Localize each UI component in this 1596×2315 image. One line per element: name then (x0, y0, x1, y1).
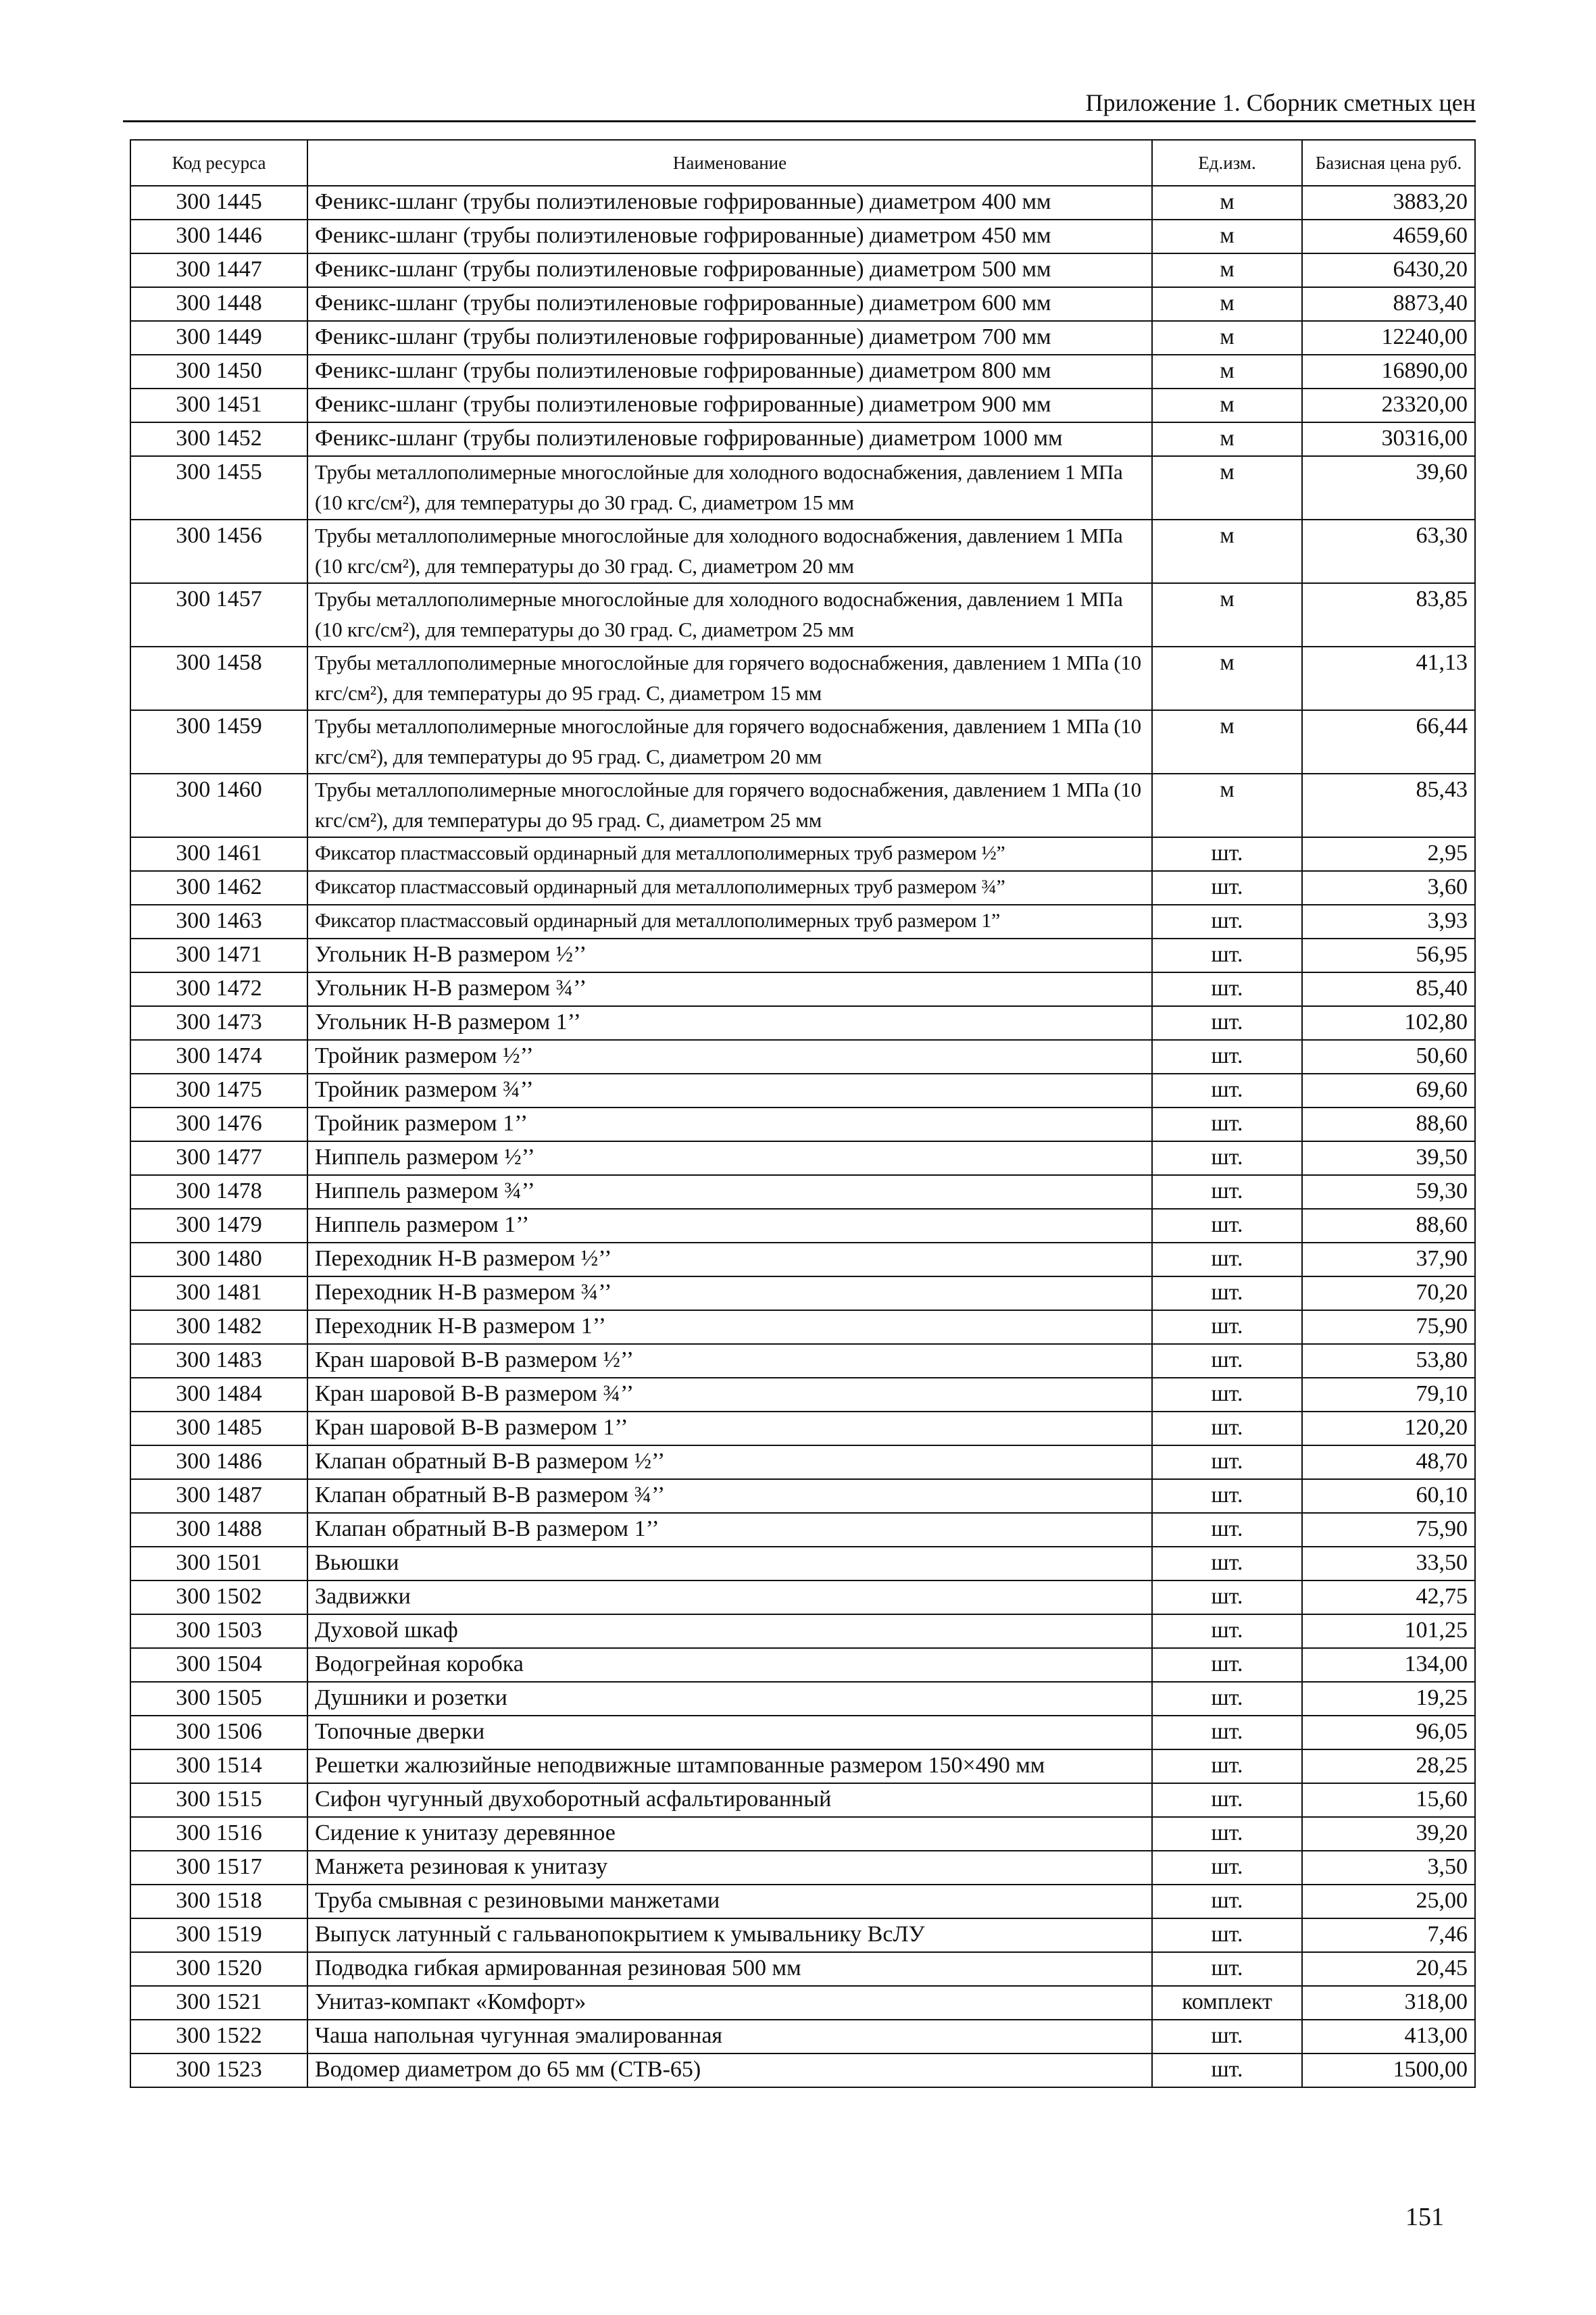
code-cell: 300 1471 (130, 939, 307, 972)
name-cell: Феникс-шланг (трубы полиэтиленовые гофрированные) диаметром 700 мм (307, 321, 1152, 355)
code-cell: 300 1447 (130, 253, 307, 287)
name-cell: Вьюшки (307, 1547, 1152, 1580)
name-cell: Тройник размером ¾’’ (307, 1074, 1152, 1107)
name-cell: Сидение к унитазу деревянное (307, 1817, 1152, 1851)
name-cell: Трубы металлополимерные многослойные для холодного водоснабжения, давлением 1 МПа (10 кгс/см²), для температуры до 30 град. С, диаметром 25 мм (307, 583, 1152, 647)
name-cell: Водогрейная коробка (307, 1648, 1152, 1682)
table-row (130, 837, 1475, 871)
code-cell: 300 1480 (130, 1243, 307, 1276)
code-cell: 300 1504 (130, 1648, 307, 1682)
name-cell: Клапан обратный В-В размером 1’’ (307, 1513, 1152, 1547)
unit-cell: м (1152, 647, 1302, 710)
name-cell: Феникс-шланг (трубы полиэтиленовые гофрированные) диаметром 1000 мм (307, 422, 1152, 456)
price-cell: 37,90 (1302, 1243, 1475, 1276)
code-cell: 300 1446 (130, 220, 307, 253)
unit-cell: шт. (1152, 1141, 1302, 1175)
unit-cell: шт. (1152, 1479, 1302, 1513)
price-cell: 413,00 (1302, 2020, 1475, 2053)
code-cell: 300 1502 (130, 1580, 307, 1614)
table-row (130, 1378, 1475, 1412)
name-cell: Топочные дверки (307, 1716, 1152, 1749)
name-cell: Клапан обратный В-В размером ½’’ (307, 1445, 1152, 1479)
name-cell: Чаша напольная чугунная эмалированная (307, 2020, 1152, 2053)
name-cell: Задвижки (307, 1580, 1152, 1614)
price-cell: 20,45 (1302, 1952, 1475, 1986)
code-cell: 300 1503 (130, 1614, 307, 1648)
price-cell: 83,85 (1302, 583, 1475, 647)
code-cell: 300 1449 (130, 321, 307, 355)
price-cell: 3,93 (1302, 905, 1475, 939)
price-cell: 50,60 (1302, 1040, 1475, 1074)
table-row (130, 1513, 1475, 1547)
column-header-price: Базисная цена руб. (1302, 140, 1475, 186)
code-cell: 300 1477 (130, 1141, 307, 1175)
price-cell: 3,60 (1302, 871, 1475, 905)
unit-cell: шт. (1152, 1107, 1302, 1141)
unit-cell: шт. (1152, 2053, 1302, 2087)
table-row (130, 355, 1475, 389)
unit-cell: шт. (1152, 905, 1302, 939)
price-cell: 15,60 (1302, 1783, 1475, 1817)
unit-cell: шт. (1152, 1412, 1302, 1445)
name-cell: Феникс-шланг (трубы полиэтиленовые гофрированные) диаметром 900 мм (307, 389, 1152, 422)
table-row (130, 905, 1475, 939)
table-row (130, 186, 1475, 220)
unit-cell: комплект (1152, 1986, 1302, 2020)
code-cell: 300 1501 (130, 1547, 307, 1580)
unit-cell: шт. (1152, 972, 1302, 1006)
table-row (130, 1885, 1475, 1918)
column-header-name: Наименование (307, 140, 1152, 186)
name-cell: Угольник Н-В размером 1’’ (307, 1006, 1152, 1040)
unit-cell: м (1152, 355, 1302, 389)
unit-cell: м (1152, 321, 1302, 355)
column-header-unit: Ед.изм. (1152, 140, 1302, 186)
code-cell: 300 1473 (130, 1006, 307, 1040)
price-cell: 69,60 (1302, 1074, 1475, 1107)
unit-cell: м (1152, 186, 1302, 220)
name-cell: Тройник размером 1’’ (307, 1107, 1152, 1141)
code-cell: 300 1474 (130, 1040, 307, 1074)
code-cell: 300 1519 (130, 1918, 307, 1952)
table-row (130, 1243, 1475, 1276)
unit-cell: шт. (1152, 1580, 1302, 1614)
code-cell: 300 1483 (130, 1344, 307, 1378)
unit-cell: шт. (1152, 1749, 1302, 1783)
table-row (130, 520, 1475, 583)
name-cell: Трубы металлополимерные многослойные для холодного водоснабжения, давлением 1 МПа (10 кгс/см²), для температуры до 30 град. С, диаметром 15 мм (307, 456, 1152, 520)
unit-cell: шт. (1152, 1614, 1302, 1648)
price-cell: 101,25 (1302, 1614, 1475, 1648)
table-row (130, 1986, 1475, 2020)
table-row (130, 710, 1475, 774)
unit-cell: шт. (1152, 1716, 1302, 1749)
code-cell: 300 1506 (130, 1716, 307, 1749)
code-cell: 300 1505 (130, 1682, 307, 1716)
unit-cell: шт. (1152, 1648, 1302, 1682)
table-row (130, 1918, 1475, 1952)
price-cell: 63,30 (1302, 520, 1475, 583)
price-cell: 4659,60 (1302, 220, 1475, 253)
code-cell: 300 1448 (130, 287, 307, 321)
unit-cell: шт. (1152, 1682, 1302, 1716)
code-cell: 300 1482 (130, 1310, 307, 1344)
price-cell: 96,05 (1302, 1716, 1475, 1749)
price-cell: 88,60 (1302, 1209, 1475, 1243)
unit-cell: шт. (1152, 1175, 1302, 1209)
price-cell: 66,44 (1302, 710, 1475, 774)
price-cell: 1500,00 (1302, 2053, 1475, 2087)
name-cell: Ниппель размером ¾’’ (307, 1175, 1152, 1209)
unit-cell: шт. (1152, 1918, 1302, 1952)
unit-cell: шт. (1152, 1006, 1302, 1040)
code-cell: 300 1486 (130, 1445, 307, 1479)
name-cell: Трубы металлополимерные многослойные для горячего водоснабжения, давлением 1 МПа (10 кгс/см²), для температуры до 95 град. С, диаметром 25 мм (307, 774, 1152, 837)
price-cell: 42,75 (1302, 1580, 1475, 1614)
name-cell: Переходник Н-В размером 1’’ (307, 1310, 1152, 1344)
table-row (130, 1716, 1475, 1749)
name-cell: Фиксатор пластмассовый ординарный для металлополимерных труб размером ¾” (307, 871, 1152, 905)
unit-cell: шт. (1152, 1547, 1302, 1580)
table-row (130, 321, 1475, 355)
page-number: 151 (1405, 2203, 1444, 2231)
code-cell: 300 1451 (130, 389, 307, 422)
unit-cell: шт. (1152, 1310, 1302, 1344)
unit-cell: м (1152, 520, 1302, 583)
price-cell: 12240,00 (1302, 321, 1475, 355)
price-cell: 19,25 (1302, 1682, 1475, 1716)
code-cell: 300 1460 (130, 774, 307, 837)
name-cell: Решетки жалюзийные неподвижные штампованные размером 150×490 мм (307, 1749, 1152, 1783)
table-row (130, 1276, 1475, 1310)
table-row (130, 1614, 1475, 1648)
name-cell: Переходник Н-В размером ¾’’ (307, 1276, 1152, 1310)
price-cell: 6430,20 (1302, 253, 1475, 287)
price-cell: 33,50 (1302, 1547, 1475, 1580)
name-cell: Ниппель размером 1’’ (307, 1209, 1152, 1243)
code-cell: 300 1487 (130, 1479, 307, 1513)
unit-cell: шт. (1152, 837, 1302, 871)
column-header-code: Код ресурса (130, 140, 307, 186)
name-cell: Кран шаровой В-В размером ¾’’ (307, 1378, 1152, 1412)
code-cell: 300 1515 (130, 1783, 307, 1817)
table-row (130, 1344, 1475, 1378)
price-cell: 48,70 (1302, 1445, 1475, 1479)
code-cell: 300 1518 (130, 1885, 307, 1918)
code-cell: 300 1484 (130, 1378, 307, 1412)
unit-cell: м (1152, 422, 1302, 456)
code-cell: 300 1516 (130, 1817, 307, 1851)
unit-cell: шт. (1152, 1040, 1302, 1074)
name-cell: Водомер диаметром до 65 мм (СТВ-65) (307, 2053, 1152, 2087)
name-cell: Угольник Н-В размером ½’’ (307, 939, 1152, 972)
table-row (130, 456, 1475, 520)
unit-cell: шт. (1152, 1817, 1302, 1851)
name-cell: Тройник размером ½’’ (307, 1040, 1152, 1074)
table-row (130, 1107, 1475, 1141)
name-cell: Феникс-шланг (трубы полиэтиленовые гофрированные) диаметром 600 мм (307, 287, 1152, 321)
unit-cell: шт. (1152, 1783, 1302, 1817)
price-cell: 318,00 (1302, 1986, 1475, 2020)
table-row (130, 1783, 1475, 1817)
table-row (130, 939, 1475, 972)
name-cell: Унитаз-компакт «Комфорт» (307, 1986, 1152, 2020)
code-cell: 300 1462 (130, 871, 307, 905)
unit-cell: шт. (1152, 1885, 1302, 1918)
price-cell: 70,20 (1302, 1276, 1475, 1310)
price-cell: 75,90 (1302, 1310, 1475, 1344)
price-cell: 88,60 (1302, 1107, 1475, 1141)
code-cell: 300 1458 (130, 647, 307, 710)
table-row (130, 1141, 1475, 1175)
unit-cell: м (1152, 253, 1302, 287)
price-cell: 39,20 (1302, 1817, 1475, 1851)
unit-cell: м (1152, 389, 1302, 422)
table-row (130, 1412, 1475, 1445)
price-cell: 25,00 (1302, 1885, 1475, 1918)
table-row (130, 1175, 1475, 1209)
table-row (130, 1040, 1475, 1074)
price-cell: 39,60 (1302, 456, 1475, 520)
code-cell: 300 1463 (130, 905, 307, 939)
table-body (130, 186, 1475, 2087)
price-cell: 85,40 (1302, 972, 1475, 1006)
unit-cell: м (1152, 287, 1302, 321)
name-cell: Манжета резиновая к унитазу (307, 1851, 1152, 1885)
price-cell: 8873,40 (1302, 287, 1475, 321)
price-cell: 59,30 (1302, 1175, 1475, 1209)
name-cell: Ниппель размером ½’’ (307, 1141, 1152, 1175)
table-row (130, 287, 1475, 321)
code-cell: 300 1514 (130, 1749, 307, 1783)
name-cell: Кран шаровой В-В размером 1’’ (307, 1412, 1152, 1445)
table-row (130, 972, 1475, 1006)
code-cell: 300 1452 (130, 422, 307, 456)
unit-cell: шт. (1152, 1074, 1302, 1107)
code-cell: 300 1445 (130, 186, 307, 220)
table-row (130, 2020, 1475, 2053)
unit-cell: шт. (1152, 1243, 1302, 1276)
name-cell: Фиксатор пластмассовый ординарный для металлополимерных труб размером ½” (307, 837, 1152, 871)
price-cell: 3883,20 (1302, 186, 1475, 220)
code-cell: 300 1461 (130, 837, 307, 871)
unit-cell: шт. (1152, 1513, 1302, 1547)
unit-cell: м (1152, 583, 1302, 647)
table-row (130, 1580, 1475, 1614)
code-cell: 300 1481 (130, 1276, 307, 1310)
unit-cell: шт. (1152, 1276, 1302, 1310)
name-cell: Духовой шкаф (307, 1614, 1152, 1648)
code-cell: 300 1457 (130, 583, 307, 647)
name-cell: Трубы металлополимерные многослойные для холодного водоснабжения, давлением 1 МПа (10 кгс/см²), для температуры до 30 град. С, диаметром 20 мм (307, 520, 1152, 583)
unit-cell: шт. (1152, 1378, 1302, 1412)
name-cell: Феникс-шланг (трубы полиэтиленовые гофрированные) диаметром 800 мм (307, 355, 1152, 389)
table-row (130, 1209, 1475, 1243)
table-row (130, 2053, 1475, 2087)
code-cell: 300 1517 (130, 1851, 307, 1885)
name-cell: Переходник Н-В размером ½’’ (307, 1243, 1152, 1276)
table-row (130, 774, 1475, 837)
name-cell: Кран шаровой В-В размером ½’’ (307, 1344, 1152, 1378)
table-row (130, 871, 1475, 905)
code-cell: 300 1476 (130, 1107, 307, 1141)
table-row (130, 1648, 1475, 1682)
price-cell: 39,50 (1302, 1141, 1475, 1175)
price-cell: 23320,00 (1302, 389, 1475, 422)
price-cell: 7,46 (1302, 1918, 1475, 1952)
unit-cell: шт. (1152, 939, 1302, 972)
table-row (130, 1479, 1475, 1513)
price-cell: 3,50 (1302, 1851, 1475, 1885)
table-row (130, 1682, 1475, 1716)
price-cell: 79,10 (1302, 1378, 1475, 1412)
unit-cell: м (1152, 456, 1302, 520)
code-cell: 300 1450 (130, 355, 307, 389)
code-cell: 300 1522 (130, 2020, 307, 2053)
name-cell: Клапан обратный В-В размером ¾’’ (307, 1479, 1152, 1513)
name-cell: Фиксатор пластмассовый ординарный для металлополимерных труб размером 1” (307, 905, 1152, 939)
unit-cell: шт. (1152, 1344, 1302, 1378)
unit-cell: шт. (1152, 871, 1302, 905)
table-row (130, 1817, 1475, 1851)
table-row (130, 1952, 1475, 1986)
code-cell: 300 1488 (130, 1513, 307, 1547)
unit-cell: шт. (1152, 1851, 1302, 1885)
header-rule (123, 120, 1476, 122)
table-row (130, 1851, 1475, 1885)
code-cell: 300 1478 (130, 1175, 307, 1209)
table-row (130, 1445, 1475, 1479)
table-row (130, 1547, 1475, 1580)
price-cell: 41,13 (1302, 647, 1475, 710)
unit-cell: шт. (1152, 1445, 1302, 1479)
unit-cell: м (1152, 220, 1302, 253)
code-cell: 300 1479 (130, 1209, 307, 1243)
code-cell: 300 1475 (130, 1074, 307, 1107)
table-row (130, 1074, 1475, 1107)
code-cell: 300 1485 (130, 1412, 307, 1445)
name-cell: Трубы металлополимерные многослойные для горячего водоснабжения, давлением 1 МПа (10 кгс/см²), для температуры до 95 град. С, диаметром 15 мм (307, 647, 1152, 710)
table-row (130, 1749, 1475, 1783)
unit-cell: шт. (1152, 2020, 1302, 2053)
name-cell: Душники и розетки (307, 1682, 1152, 1716)
page-header-title: Приложение 1. Сборник сметных цен (1085, 89, 1476, 116)
price-cell: 56,95 (1302, 939, 1475, 972)
unit-cell: шт. (1152, 1209, 1302, 1243)
table-header-row (130, 140, 1475, 186)
price-table (130, 139, 1476, 2088)
code-cell: 300 1472 (130, 972, 307, 1006)
name-cell: Феникс-шланг (трубы полиэтиленовые гофрированные) диаметром 450 мм (307, 220, 1152, 253)
table-row (130, 422, 1475, 456)
code-cell: 300 1520 (130, 1952, 307, 1986)
name-cell: Угольник Н-В размером ¾’’ (307, 972, 1152, 1006)
price-cell: 2,95 (1302, 837, 1475, 871)
table-row (130, 220, 1475, 253)
price-cell: 134,00 (1302, 1648, 1475, 1682)
unit-cell: м (1152, 774, 1302, 837)
code-cell: 300 1523 (130, 2053, 307, 2087)
price-cell: 102,80 (1302, 1006, 1475, 1040)
table-row (130, 253, 1475, 287)
code-cell: 300 1459 (130, 710, 307, 774)
price-cell: 85,43 (1302, 774, 1475, 837)
code-cell: 300 1455 (130, 456, 307, 520)
price-cell: 75,90 (1302, 1513, 1475, 1547)
code-cell: 300 1456 (130, 520, 307, 583)
table-row (130, 647, 1475, 710)
table-row (130, 583, 1475, 647)
price-cell: 28,25 (1302, 1749, 1475, 1783)
name-cell: Сифон чугунный двухоборотный асфальтированный (307, 1783, 1152, 1817)
unit-cell: м (1152, 710, 1302, 774)
price-cell: 16890,00 (1302, 355, 1475, 389)
table-row (130, 1310, 1475, 1344)
price-cell: 30316,00 (1302, 422, 1475, 456)
name-cell: Феникс-шланг (трубы полиэтиленовые гофрированные) диаметром 400 мм (307, 186, 1152, 220)
name-cell: Феникс-шланг (трубы полиэтиленовые гофрированные) диаметром 500 мм (307, 253, 1152, 287)
price-cell: 53,80 (1302, 1344, 1475, 1378)
unit-cell: шт. (1152, 1952, 1302, 1986)
name-cell: Подводка гибкая армированная резиновая 500 мм (307, 1952, 1152, 1986)
name-cell: Труба смывная с резиновыми манжетами (307, 1885, 1152, 1918)
price-cell: 60,10 (1302, 1479, 1475, 1513)
table-row (130, 389, 1475, 422)
name-cell: Трубы металлополимерные многослойные для горячего водоснабжения, давлением 1 МПа (10 кгс/см²), для температуры до 95 град. С, диаметром 20 мм (307, 710, 1152, 774)
table-row (130, 1006, 1475, 1040)
price-cell: 120,20 (1302, 1412, 1475, 1445)
name-cell: Выпуск латунный с гальванопокрытием к умывальнику ВсЛУ (307, 1918, 1152, 1952)
code-cell: 300 1521 (130, 1986, 307, 2020)
